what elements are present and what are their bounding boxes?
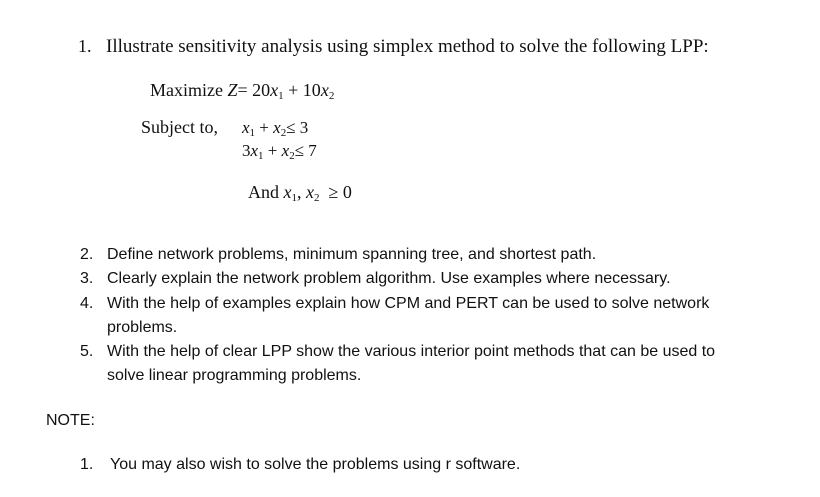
question-4-text-line-1: With the help of examples explain how CPM and PERT can be used to solve network bbox=[107, 295, 710, 312]
note-label: NOTE: bbox=[46, 412, 95, 429]
nonneg-sub-1: 1 bbox=[291, 192, 297, 204]
c1-var-2: x bbox=[273, 118, 281, 137]
nonneg-rhs: ≥ 0 bbox=[328, 182, 352, 202]
objective-expr-b: + 10 bbox=[283, 80, 321, 100]
note-item-number: 1. bbox=[80, 456, 94, 473]
c1-var-1: x bbox=[242, 118, 250, 137]
note-item-text: You may also wish to solve the problems using r software. bbox=[110, 456, 521, 473]
nonneg-var-2: x bbox=[306, 182, 314, 202]
question-1-text: Illustrate sensitivity analysis using simplex method to solve the following LPP: bbox=[106, 36, 709, 57]
constraint-1 bbox=[242, 118, 308, 138]
c1-plus: + bbox=[255, 118, 274, 137]
question-4-text-line-2: problems. bbox=[107, 319, 178, 336]
objective-var-1: x bbox=[270, 80, 279, 100]
constraint-2 bbox=[242, 141, 317, 161]
question-2-number: 2. bbox=[80, 246, 94, 263]
question-5-number: 5. bbox=[80, 343, 94, 360]
c1-sub-1: 1 bbox=[249, 127, 256, 139]
objective-function bbox=[150, 80, 334, 101]
subject-to-label: Subject to, bbox=[141, 117, 218, 137]
c2-sub-1: 1 bbox=[258, 150, 264, 162]
objective-sub-2: 2 bbox=[328, 90, 335, 102]
objective-label: Maximize bbox=[150, 80, 223, 100]
c2-var-1: x bbox=[250, 141, 259, 160]
question-3-number: 3. bbox=[80, 270, 94, 287]
question-5-text-line-1: With the help of clear LPP show the various interior point methods that can be used to bbox=[107, 343, 716, 360]
objective-z: Z bbox=[227, 80, 238, 100]
objective-sub-1: 1 bbox=[278, 90, 284, 102]
objective-expr-a: = 20 bbox=[237, 80, 271, 100]
c2-plus: + bbox=[263, 141, 282, 160]
c2-var-2: x bbox=[281, 141, 290, 160]
c1-sub-2: 2 bbox=[280, 127, 287, 139]
nonneg-sub-2: 2 bbox=[314, 192, 320, 204]
nonneg-var-1: x bbox=[283, 182, 292, 202]
objective-var-2: x bbox=[320, 80, 329, 100]
c1-rhs: ≤ 3 bbox=[286, 118, 309, 137]
question-4-number: 4. bbox=[80, 295, 94, 312]
non-negativity-constraint: And $x_1$, $x_2 \ge 0$ bbox=[248, 182, 352, 204]
question-2-text: Define network problems, minimum spanning tree, and shortest path. bbox=[107, 246, 597, 263]
question-1-number: 1. bbox=[78, 36, 92, 56]
c2-rhs: ≤ 7 bbox=[294, 141, 317, 160]
c2-coef: 3 bbox=[242, 141, 251, 160]
question-3-text: Clearly explain the network problem algorithm. Use examples where necessary. bbox=[107, 270, 671, 287]
c2-sub-2: 2 bbox=[289, 150, 295, 162]
question-5-text-line-2: solve linear programming problems. bbox=[107, 367, 362, 384]
nonneg-label: And bbox=[248, 182, 279, 202]
